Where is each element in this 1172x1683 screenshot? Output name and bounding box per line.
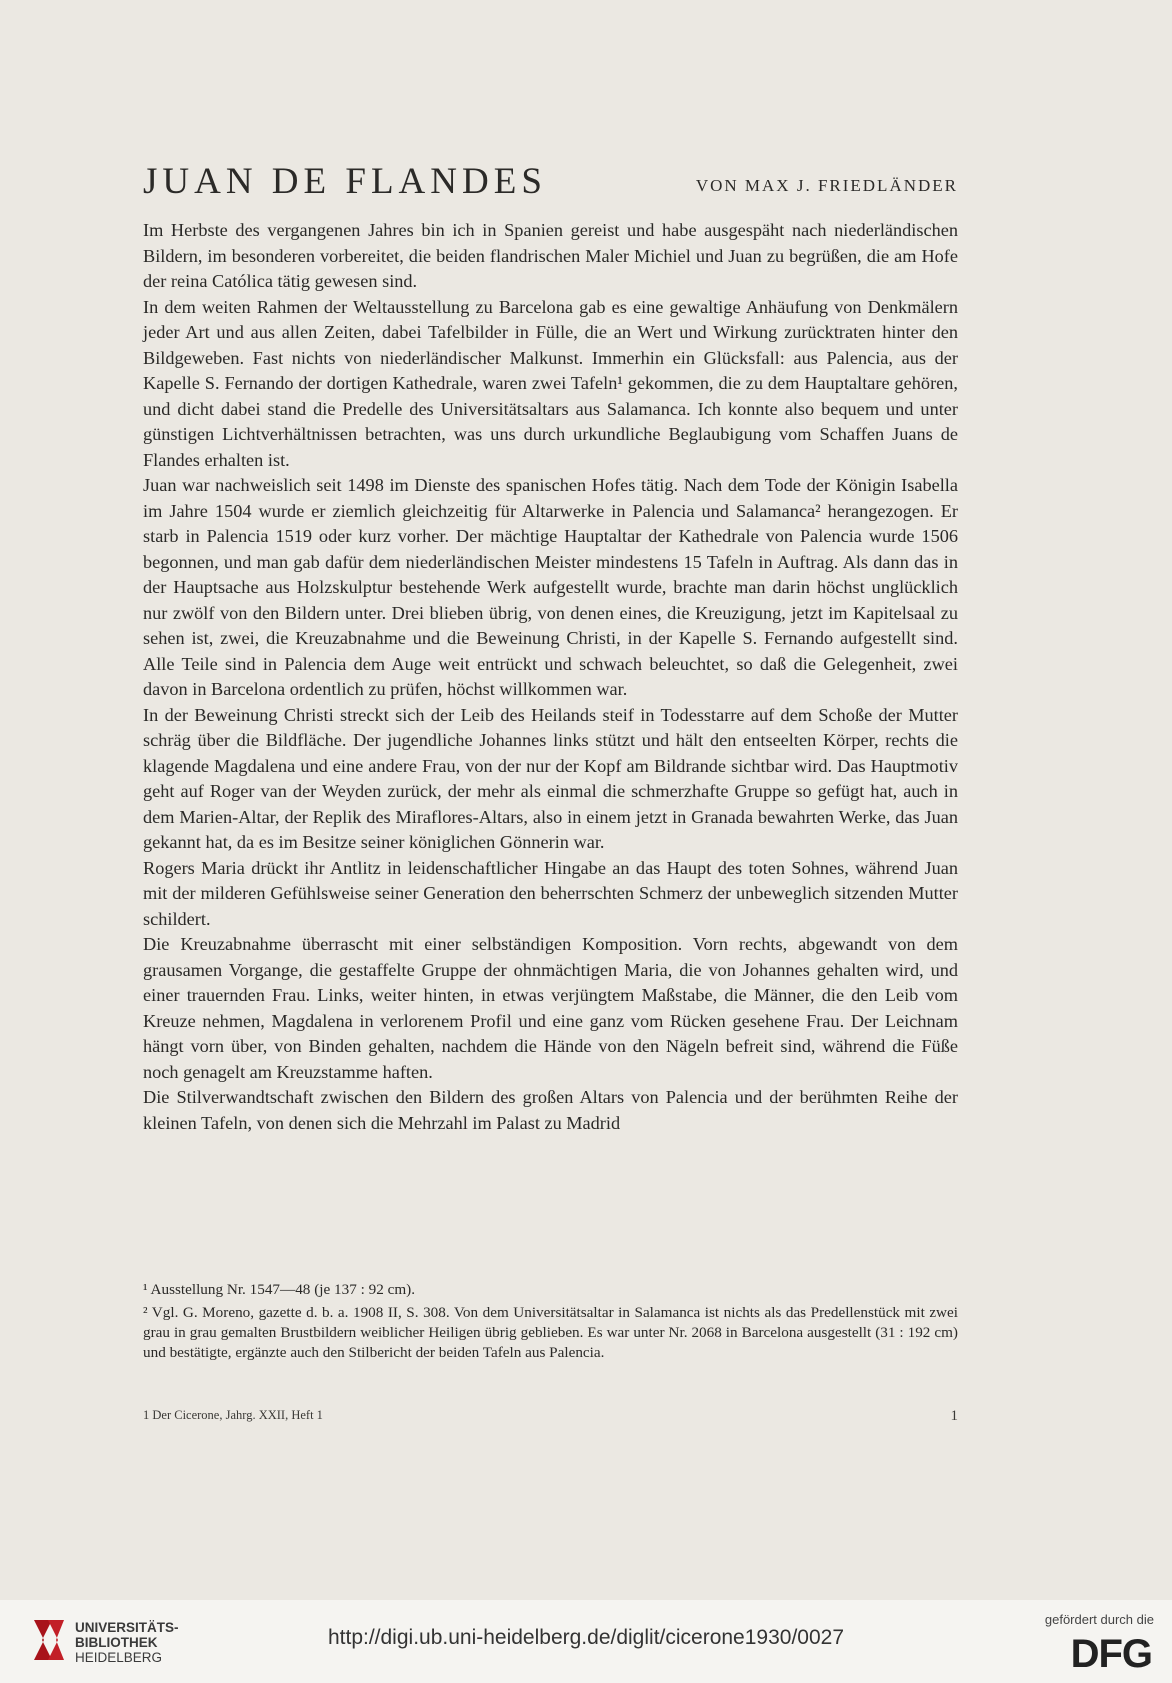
- sheet-signature: 1 Der Cicerone, Jahrg. XXII, Heft 1: [143, 1408, 323, 1422]
- title-row: [143, 160, 958, 200]
- dfg-logo: DFG: [1070, 1632, 1152, 1676]
- paragraph: In der Beweinung Christi streckt sich der Leib des Heilands steif in Todesstarre auf dem Schoße der Mutter schräg über die Bildfläche. Der jugendliche Johannes links stützt und hält den entseelten Körper, rechts die klagende Magdalena und eine andere Frau, von der nur der Kopf am Bildrande sichtbar wird. Das Hauptmotiv geht auf Roger van der Weyden zurück, der mehr als einmal die schmerzhafte Gruppe so gefügt hat, auch in dem Marien-Altar, der Replik des Miraflores-Altars, also in einem jetzt in Granada bewahrten Werke, das Juan gekannt hat, da es im Besitze seiner königlichen Gönnerin war.: [143, 704, 958, 852]
- footnotes: [143, 1280, 958, 1363]
- paragraph: Juan war nachweislich seit 1498 im Dienste des spanischen Hofes tätig. Nach dem Tode der Königin Isabella im Jahre 1504 wurde er ziemlich gleichzeitig für Altarwerke in Palencia und Salamanca² herangezogen. Er starb in Palencia 1519 oder kurz vorher. Der mächtige Hauptaltar der Kathedrale von Palencia wurde 1506 begonnen, und man gab dafür dem niederländischen Meister mindestens 15 Tafeln in Auftrag. Als dann das in der Hauptsache aus Holzskulptur bestehende Werk aufgestellt wurde, brachte man darin höchst unglücklich nur zwölf von den Bildern unter. Drei blieben übrig, von denen eines, die Kreuzigung, jetzt im Kapitelsaal zu sehen ist, zwei, die Kreuzabnahme und die Beweinung Christi, in der Kapelle S. Fernando aufgestellt sind. Alle Teile sind in Palencia dem Auge weit entrückt und schwach beleuchtet, so daß die Gelegenheit, zwei davon in Barcelona ordentlich zu prüfen, höchst willkommen war.: [143, 475, 958, 699]
- paragraph: Rogers Maria drückt ihr Antlitz in leidenschaftlicher Hingabe an das Haupt des toten Sohnes, während Juan mit der milderen Gefühlsweise seiner Generation den beherrschten Schmerz der unbeweglich sitzenden Mutter schildert.: [143, 857, 958, 929]
- article-body: [143, 218, 958, 1136]
- library-name-line: HEIDELBERG: [75, 1650, 163, 1665]
- page-number: 1: [950, 1408, 958, 1424]
- library-name-line: UNIVERSITÄTS-: [75, 1620, 179, 1635]
- digitization-bar: [0, 1600, 1172, 1683]
- footnote: ² Vgl. G. Moreno, gazette d. b. a. 1908 II, S. 308. Von dem Universitätsaltar in Salamanca ist nichts als das Predellenstück mit zwei grau in grau gemalten Brustbildern weiblicher Heiligen übrig geblieben. Es war unter Nr. 2068 in Barcelona ausgestellt (31 : 192 cm) und bestätigte, ergänzte auch den Stilbericht der beiden Tafeln aus Palencia.: [143, 1304, 958, 1361]
- paragraph: In dem weiten Rahmen der Weltausstellung zu Barcelona gab es eine gewaltige Anhäufung von Denkmälern jeder Art und aus allen Zeiten, dabei Tafelbilder in Fülle, die an Wert und Wirkung zurücktraten hinter den Bildgeweben. Fast nichts von niederländischer Malkunst. Immerhin ein Glücksfall: aus Palencia, aus der Kapelle S. Fernando der dortigen Kathedrale, waren zwei Tafeln¹ gekommen, die zu dem Hauptaltare gehören, und dicht dabei stand die Predelle des Universitätsaltars aus Salamanca. Ich konnte also bequem und unter günstigen Lichtverhältnissen betrachten, was uns durch urkundliche Beglaubigung vom Schaffen Juans de Flandes erhalten ist.: [143, 296, 958, 470]
- page-footer: [143, 1408, 958, 1430]
- paragraph: Die Stilverwandtschaft zwischen den Bildern des großen Altars von Palencia und der berühmten Reihe der kleinen Tafeln, von denen sich die Mehrzahl im Palast zu Madrid: [143, 1087, 958, 1133]
- article-byline: VON MAX J. FRIEDLÄNDER: [695, 176, 958, 195]
- paragraph: Die Kreuzabnahme überrascht mit einer selbständigen Komposition. Vorn rechts, abgewandt von dem grausamen Vorgange, die gestaffelte Gruppe der ohnmächtigen Maria, die von Johannes gehalten wird, und einer trauernden Frau. Links, weiter hinten, in etwas verjüngtem Maßstabe, die Männer, die den Leib vom Kreuze nehmen, Magdalena in verlorenem Profil und eine ganz vom Rücken gesehene Frau. Der Leichnam hängt vorn über, von Binden gehalten, nachdem die Hände von den Nägeln befreit sind, während die Füße noch genagelt am Kreuzstamme haften.: [143, 934, 958, 1082]
- permalink[interactable]: http://digi.ub.uni-heidelberg.de/diglit/cicerone1930/0027: [327, 1626, 845, 1649]
- library-name-line: BIBLIOTHEK: [75, 1635, 158, 1650]
- footnote: ¹ Ausstellung Nr. 1547—48 (je 137 : 92 cm).: [143, 1281, 416, 1298]
- article-title: JUAN DE FLANDES: [143, 161, 547, 202]
- paragraph: Im Herbste des vergangenen Jahres bin ich in Spanien gereist und habe ausgespäht nach niederländischen Bildern, im besonderen vorbereitet, die beiden flandrischen Maler Michiel und Juan zu begrüßen, die am Hofe der reina Católica tätig gewesen sind.: [143, 220, 958, 291]
- funding-note: gefördert durch die: [1044, 1612, 1154, 1627]
